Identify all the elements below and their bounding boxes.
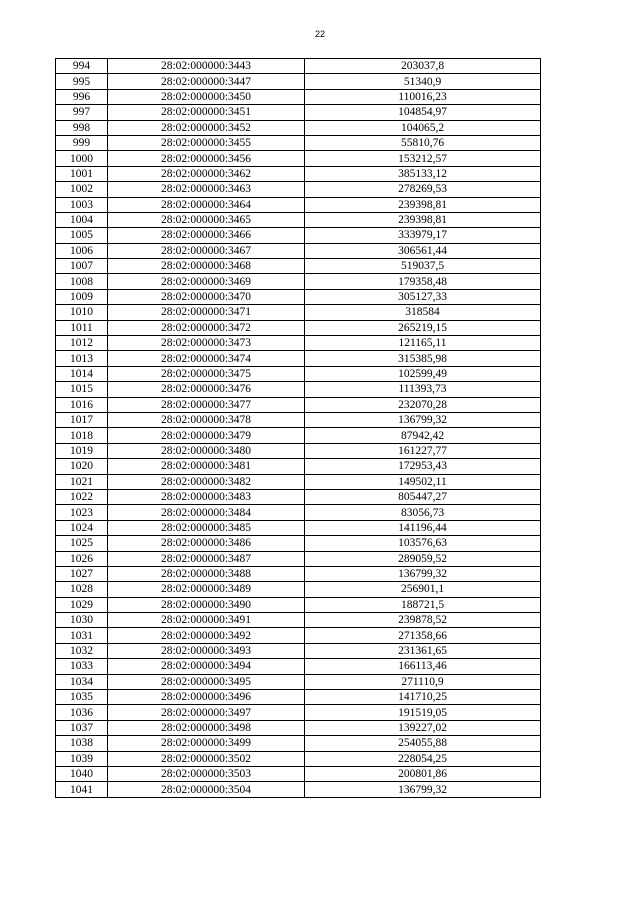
table-row bbox=[56, 59, 541, 74]
cadastral-number-cell: 28:02:000000:3490 bbox=[108, 597, 305, 612]
value-cell: 141710,25 bbox=[305, 690, 541, 705]
table-row bbox=[56, 597, 541, 612]
value-cell: 231361,65 bbox=[305, 643, 541, 658]
cadastral-number-cell: 28:02:000000:3491 bbox=[108, 613, 305, 628]
value-cell: 121165,11 bbox=[305, 336, 541, 351]
row-number-cell: 997 bbox=[56, 105, 108, 120]
row-number-cell: 1013 bbox=[56, 351, 108, 366]
table-row bbox=[56, 105, 541, 120]
row-number-cell: 1007 bbox=[56, 259, 108, 274]
row-number-cell: 994 bbox=[56, 59, 108, 74]
row-number-cell: 1027 bbox=[56, 566, 108, 581]
value-cell: 200801,86 bbox=[305, 766, 541, 781]
cadastral-number-cell: 28:02:000000:3469 bbox=[108, 274, 305, 289]
value-cell: 333979,17 bbox=[305, 228, 541, 243]
table-row bbox=[56, 89, 541, 104]
row-number-cell: 1015 bbox=[56, 382, 108, 397]
cadastral-number-cell: 28:02:000000:3451 bbox=[108, 105, 305, 120]
table-row bbox=[56, 474, 541, 489]
cadastral-number-cell: 28:02:000000:3471 bbox=[108, 305, 305, 320]
table-row bbox=[56, 305, 541, 320]
value-cell: 136799,32 bbox=[305, 782, 541, 797]
row-number-cell: 1001 bbox=[56, 166, 108, 181]
row-number-cell: 998 bbox=[56, 120, 108, 135]
table-row bbox=[56, 243, 541, 258]
value-cell: 239878,52 bbox=[305, 613, 541, 628]
row-number-cell: 1032 bbox=[56, 643, 108, 658]
cadastral-number-cell: 28:02:000000:3472 bbox=[108, 320, 305, 335]
table-row bbox=[56, 566, 541, 581]
value-cell: 153212,57 bbox=[305, 151, 541, 166]
value-cell: 289059,52 bbox=[305, 551, 541, 566]
table-row bbox=[56, 412, 541, 427]
cadastral-number-cell: 28:02:000000:3498 bbox=[108, 720, 305, 735]
value-cell: 256901,1 bbox=[305, 582, 541, 597]
row-number-cell: 1006 bbox=[56, 243, 108, 258]
row-number-cell: 1039 bbox=[56, 751, 108, 766]
row-number-cell: 1004 bbox=[56, 212, 108, 227]
table-row bbox=[56, 428, 541, 443]
cadastral-number-cell: 28:02:000000:3488 bbox=[108, 566, 305, 581]
table-row bbox=[56, 212, 541, 227]
row-number-cell: 1017 bbox=[56, 412, 108, 427]
table-row bbox=[56, 551, 541, 566]
value-cell: 306561,44 bbox=[305, 243, 541, 258]
table-row bbox=[56, 135, 541, 150]
row-number-cell: 1022 bbox=[56, 489, 108, 504]
table-row bbox=[56, 628, 541, 643]
value-cell: 191519,05 bbox=[305, 705, 541, 720]
value-cell: 232070,28 bbox=[305, 397, 541, 412]
table-row bbox=[56, 720, 541, 735]
row-number-cell: 1008 bbox=[56, 274, 108, 289]
row-number-cell: 1002 bbox=[56, 182, 108, 197]
cadastral-number-cell: 28:02:000000:3499 bbox=[108, 736, 305, 751]
table-row bbox=[56, 197, 541, 212]
row-number-cell: 1041 bbox=[56, 782, 108, 797]
cadastral-number-cell: 28:02:000000:3482 bbox=[108, 474, 305, 489]
cadastral-number-cell: 28:02:000000:3443 bbox=[108, 59, 305, 74]
table-row bbox=[56, 536, 541, 551]
value-cell: 188721,5 bbox=[305, 597, 541, 612]
row-number-cell: 1028 bbox=[56, 582, 108, 597]
row-number-cell: 995 bbox=[56, 74, 108, 89]
table-row bbox=[56, 459, 541, 474]
value-cell: 278269,53 bbox=[305, 182, 541, 197]
row-number-cell: 1023 bbox=[56, 505, 108, 520]
table-row bbox=[56, 366, 541, 381]
row-number-cell: 1003 bbox=[56, 197, 108, 212]
row-number-cell: 1029 bbox=[56, 597, 108, 612]
table-row bbox=[56, 674, 541, 689]
value-cell: 805447,27 bbox=[305, 489, 541, 504]
value-cell: 83056,73 bbox=[305, 505, 541, 520]
cadastral-number-cell: 28:02:000000:3462 bbox=[108, 166, 305, 181]
cadastral-number-cell: 28:02:000000:3503 bbox=[108, 766, 305, 781]
value-cell: 87942,42 bbox=[305, 428, 541, 443]
value-cell: 111393,73 bbox=[305, 382, 541, 397]
value-cell: 103576,63 bbox=[305, 536, 541, 551]
value-cell: 136799,32 bbox=[305, 566, 541, 581]
value-cell: 172953,43 bbox=[305, 459, 541, 474]
row-number-cell: 1009 bbox=[56, 289, 108, 304]
cadastral-number-cell: 28:02:000000:3478 bbox=[108, 412, 305, 427]
value-cell: 149502,11 bbox=[305, 474, 541, 489]
cadastral-number-cell: 28:02:000000:3483 bbox=[108, 489, 305, 504]
row-number-cell: 1037 bbox=[56, 720, 108, 735]
table-row bbox=[56, 751, 541, 766]
table-row bbox=[56, 736, 541, 751]
cadastral-number-cell: 28:02:000000:3467 bbox=[108, 243, 305, 258]
row-number-cell: 1016 bbox=[56, 397, 108, 412]
cadastral-number-cell: 28:02:000000:3466 bbox=[108, 228, 305, 243]
table-row bbox=[56, 505, 541, 520]
cadastral-number-cell: 28:02:000000:3495 bbox=[108, 674, 305, 689]
row-number-cell: 1034 bbox=[56, 674, 108, 689]
cadastral-number-cell: 28:02:000000:3486 bbox=[108, 536, 305, 551]
row-number-cell: 1025 bbox=[56, 536, 108, 551]
cadastral-number-cell: 28:02:000000:3465 bbox=[108, 212, 305, 227]
table-row bbox=[56, 320, 541, 335]
row-number-cell: 1011 bbox=[56, 320, 108, 335]
cadastral-number-cell: 28:02:000000:3463 bbox=[108, 182, 305, 197]
cadastral-number-cell: 28:02:000000:3450 bbox=[108, 89, 305, 104]
cadastral-number-cell: 28:02:000000:3492 bbox=[108, 628, 305, 643]
cadastral-number-cell: 28:02:000000:3496 bbox=[108, 690, 305, 705]
value-cell: 203037,8 bbox=[305, 59, 541, 74]
cadastral-number-cell: 28:02:000000:3447 bbox=[108, 74, 305, 89]
cadastral-number-cell: 28:02:000000:3487 bbox=[108, 551, 305, 566]
value-cell: 141196,44 bbox=[305, 520, 541, 535]
cadastral-number-cell: 28:02:000000:3476 bbox=[108, 382, 305, 397]
row-number-cell: 1021 bbox=[56, 474, 108, 489]
table-row bbox=[56, 74, 541, 89]
cadastral-number-cell: 28:02:000000:3477 bbox=[108, 397, 305, 412]
cadastral-number-cell: 28:02:000000:3479 bbox=[108, 428, 305, 443]
value-cell: 104854,97 bbox=[305, 105, 541, 120]
row-number-cell: 1019 bbox=[56, 443, 108, 458]
table-row bbox=[56, 382, 541, 397]
table-row bbox=[56, 259, 541, 274]
value-cell: 102599,49 bbox=[305, 366, 541, 381]
value-cell: 305127,33 bbox=[305, 289, 541, 304]
row-number-cell: 1040 bbox=[56, 766, 108, 781]
table-row bbox=[56, 351, 541, 366]
cadastral-number-cell: 28:02:000000:3481 bbox=[108, 459, 305, 474]
table-row bbox=[56, 489, 541, 504]
table-row bbox=[56, 289, 541, 304]
row-number-cell: 1026 bbox=[56, 551, 108, 566]
cadastral-number-cell: 28:02:000000:3468 bbox=[108, 259, 305, 274]
table-row bbox=[56, 766, 541, 781]
row-number-cell: 1038 bbox=[56, 736, 108, 751]
row-number-cell: 1000 bbox=[56, 151, 108, 166]
row-number-cell: 996 bbox=[56, 89, 108, 104]
row-number-cell: 1012 bbox=[56, 336, 108, 351]
table-row bbox=[56, 643, 541, 658]
value-cell: 519037,5 bbox=[305, 259, 541, 274]
cadastral-number-cell: 28:02:000000:3493 bbox=[108, 643, 305, 658]
value-cell: 104065,2 bbox=[305, 120, 541, 135]
row-number-cell: 1014 bbox=[56, 366, 108, 381]
cadastral-number-cell: 28:02:000000:3456 bbox=[108, 151, 305, 166]
row-number-cell: 1010 bbox=[56, 305, 108, 320]
table-row bbox=[56, 166, 541, 181]
value-cell: 315385,98 bbox=[305, 351, 541, 366]
table-body bbox=[56, 59, 541, 798]
value-cell: 385133,12 bbox=[305, 166, 541, 181]
table-row bbox=[56, 120, 541, 135]
table-row bbox=[56, 182, 541, 197]
value-cell: 55810,76 bbox=[305, 135, 541, 150]
cadastral-number-cell: 28:02:000000:3480 bbox=[108, 443, 305, 458]
page-number: 22 bbox=[314, 29, 325, 39]
value-cell: 318584 bbox=[305, 305, 541, 320]
cadastral-number-cell: 28:02:000000:3470 bbox=[108, 289, 305, 304]
value-cell: 139227,02 bbox=[305, 720, 541, 735]
value-cell: 136799,32 bbox=[305, 412, 541, 427]
value-cell: 179358,48 bbox=[305, 274, 541, 289]
table-row bbox=[56, 690, 541, 705]
row-number-cell: 1031 bbox=[56, 628, 108, 643]
value-cell: 239398,81 bbox=[305, 197, 541, 212]
row-number-cell: 1018 bbox=[56, 428, 108, 443]
value-cell: 166113,46 bbox=[305, 659, 541, 674]
table-row bbox=[56, 151, 541, 166]
table-row bbox=[56, 520, 541, 535]
value-cell: 110016,23 bbox=[305, 89, 541, 104]
row-number-cell: 1020 bbox=[56, 459, 108, 474]
cadastral-number-cell: 28:02:000000:3474 bbox=[108, 351, 305, 366]
table-row bbox=[56, 274, 541, 289]
value-cell: 239398,81 bbox=[305, 212, 541, 227]
table-row bbox=[56, 582, 541, 597]
cadastral-number-cell: 28:02:000000:3497 bbox=[108, 705, 305, 720]
value-cell: 51340,9 bbox=[305, 74, 541, 89]
table-row bbox=[56, 443, 541, 458]
cadastral-number-cell: 28:02:000000:3475 bbox=[108, 366, 305, 381]
row-number-cell: 999 bbox=[56, 135, 108, 150]
row-number-cell: 1030 bbox=[56, 613, 108, 628]
cadastral-number-cell: 28:02:000000:3452 bbox=[108, 120, 305, 135]
value-cell: 254055,88 bbox=[305, 736, 541, 751]
table-row bbox=[56, 228, 541, 243]
cadastral-number-cell: 28:02:000000:3494 bbox=[108, 659, 305, 674]
cadastral-number-cell: 28:02:000000:3502 bbox=[108, 751, 305, 766]
value-cell: 161227,77 bbox=[305, 443, 541, 458]
cadastral-number-cell: 28:02:000000:3484 bbox=[108, 505, 305, 520]
cadastral-number-cell: 28:02:000000:3455 bbox=[108, 135, 305, 150]
cadastral-number-cell: 28:02:000000:3473 bbox=[108, 336, 305, 351]
table-row bbox=[56, 336, 541, 351]
cadastral-number-cell: 28:02:000000:3485 bbox=[108, 520, 305, 535]
value-cell: 271358,66 bbox=[305, 628, 541, 643]
value-cell: 265219,15 bbox=[305, 320, 541, 335]
cadastral-number-cell: 28:02:000000:3464 bbox=[108, 197, 305, 212]
row-number-cell: 1024 bbox=[56, 520, 108, 535]
cadastral-number-cell: 28:02:000000:3489 bbox=[108, 582, 305, 597]
value-cell: 228054,25 bbox=[305, 751, 541, 766]
value-cell: 271110,9 bbox=[305, 674, 541, 689]
table-row bbox=[56, 659, 541, 674]
table-row bbox=[56, 397, 541, 412]
table-row bbox=[56, 782, 541, 797]
table-row bbox=[56, 705, 541, 720]
table-row bbox=[56, 613, 541, 628]
row-number-cell: 1035 bbox=[56, 690, 108, 705]
row-number-cell: 1036 bbox=[56, 705, 108, 720]
cadastral-number-cell: 28:02:000000:3504 bbox=[108, 782, 305, 797]
row-number-cell: 1033 bbox=[56, 659, 108, 674]
row-number-cell: 1005 bbox=[56, 228, 108, 243]
data-table bbox=[55, 58, 541, 798]
